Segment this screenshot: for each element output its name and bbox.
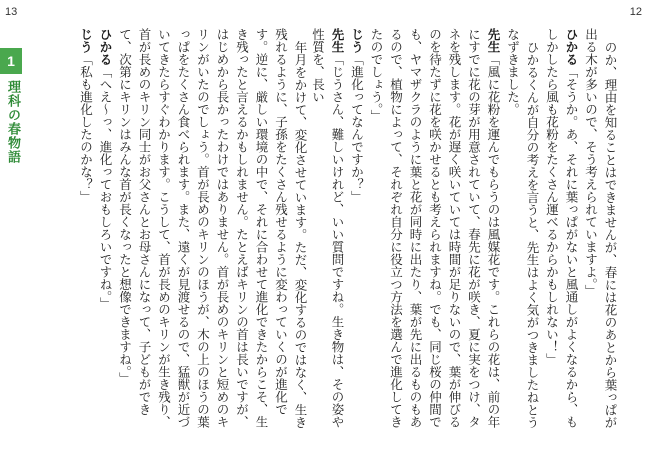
dialogue-line	[76, 28, 96, 436]
dialogue-text: 「そうか。あ、それに葉っぱがないと風通しがよくなるから、もしかしたら風も花粉をたくさん運べるからかもしれない！」	[544, 28, 579, 428]
page-number-left: 13	[5, 6, 18, 18]
narration-paragraph: ひかるくんが自分の考えを言うと、先生はよく気がつきましたねとうなずきました。	[505, 28, 540, 428]
dialogue-line	[96, 28, 116, 436]
dialogue-text: 「じうさん、難しいけれど、いい質問ですね。生き物は、その姿や性質を、長い	[310, 28, 345, 428]
speaker-name: 先生	[330, 28, 345, 53]
chapter-title: 理科の春物語	[5, 80, 20, 164]
dialogue-text: 「私も進化したのかな？」	[78, 53, 94, 203]
right-page-text	[310, 28, 620, 436]
speaker-name: じう	[349, 28, 365, 53]
narration-paragraph: 年月をかけて、変化させています。ただ、変化するのではなく、生き残れるように、子孫をたくさん残せるように変わっていくのが進化です。逆に、厳しい環境の中で、それに合わせて進化できたからこそ、生き残ったと言えるかもしれません。たとえばキリンの首は長いですが、はじめから長かったわけではありません。首が長めのキリンと短めのキリンがいたのでしょう。首が長めのキリンのほうが、木の上のほうの葉っぱをたくさん食べられます。また、遠くが見渡せるので、猛獣が近づいてきたらすぐわかります。こうして、首が長めのキリンが生き残り、首が長めのキリン同士がお父さんとお母さんになって、子どもができて、次第にキリンはみんな首が長くなったと想像できますね。」	[117, 28, 308, 428]
dialogue-text: 「進化ってなんですか？」	[349, 53, 365, 203]
speaker-name: ひかる	[98, 28, 113, 66]
page-number-right: 12	[629, 6, 642, 18]
left-page-text	[80, 28, 310, 436]
chapter-number-badge: 1	[0, 48, 22, 74]
dialogue-text: 「風に花粉を運んでもらうのは風媒花です。これらの花は、前の年にすでに花の芽が用意されていて、春先に花が咲き、夏に実をつけ、タネを残します。花が遅く咲いていては時間が足りないので、葉が伸びるのを待たずに花を咲かせるとも考えられますね。でも、同じ桜の仲間でも、ヤマザクラのように葉と花が同時に出たり、葉が先に出るものもあるので、植物によって、それぞれ自分に役立つ方法を選んで進化してきたのでしょう。」	[369, 28, 501, 428]
dialogue-line	[367, 28, 504, 436]
dialogue-line	[308, 28, 347, 436]
dialogue-line	[542, 28, 581, 436]
dialogue-line	[347, 28, 367, 436]
speaker-name: 先生	[486, 28, 501, 53]
speaker-name: ひかる	[564, 28, 579, 66]
dialogue-text: 「へえ〜っ、進化っておもしろいですね。」	[98, 65, 113, 310]
narration-paragraph: のか、理由を知ることはできませんが、春には花のあとから葉っぱが出る木が多いので、そう考えられていますよ。」	[583, 28, 618, 428]
speaker-name: じう	[78, 28, 94, 53]
